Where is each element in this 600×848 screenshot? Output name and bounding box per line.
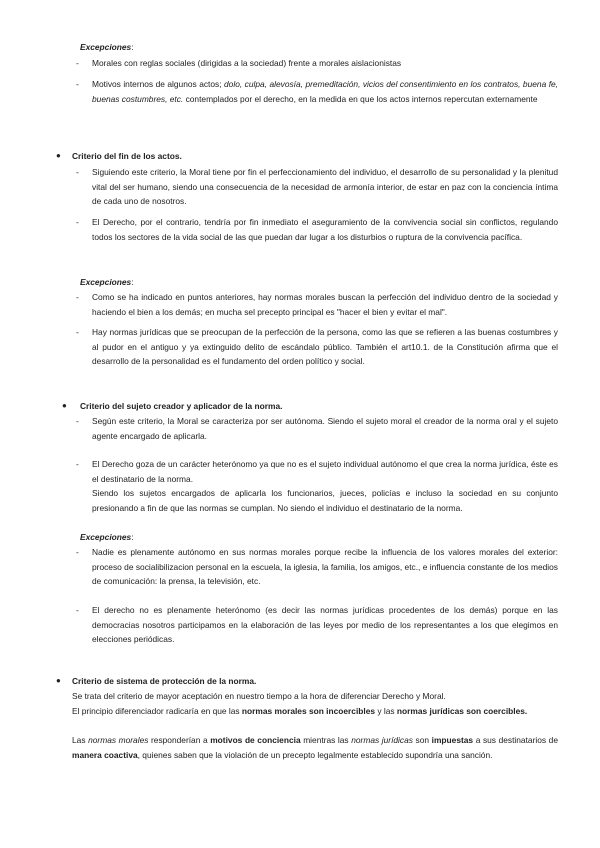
exception-item: Morales con reglas sociales (dirigidas a la sociedad) frente a morales aislacionistas	[92, 58, 402, 68]
section-paragraph: El principio diferenciador radicaría en que las normas morales son incoercibles y las normas jurídicas son coercibles.	[72, 706, 528, 716]
criterion-item: Según este criterio, la Moral se caracteriza por ser autónoma. Siendo el sujeto moral el creador de la norma oral y el sujeto agente encargado de aplicarla.	[92, 416, 558, 441]
dash-marker: -	[76, 58, 79, 68]
section-heading-fin: Criterio del fin de los actos.	[72, 151, 182, 161]
dash-marker: -	[76, 459, 79, 469]
dash-marker: -	[76, 217, 79, 227]
section-heading-proteccion: Criterio de sistema de protección de la norma.	[72, 676, 257, 686]
exception-item: Hay normas jurídicas que se preocupan de la perfección de la persona, como las que se refieren a las buenas costumbres y al pudor en el antiguo y ya extinguido delito de escándalo público. También el art10.1. de la Constitución afirma que el desarrollo de la personalidad es el fundamento del orden político y social.	[92, 327, 558, 367]
dash-marker: -	[76, 167, 79, 177]
exceptions-label: Excepciones:	[80, 532, 134, 542]
section-paragraph: Las normas morales responderían a motivos de conciencia mientras las normas jurídicas son impuestas a sus destinatarios de manera coactiva, quienes saben que la violación de un precepto legalmente establecido supondría una sanción.	[72, 735, 558, 760]
dash-marker: -	[76, 547, 79, 557]
exceptions-label: Excepciones:	[80, 277, 134, 287]
exception-item: Nadie es plenamente autónomo en sus normas morales porque recibe la influencia de los valores morales del exterior: proceso de socialibilizacion personal en la escuela, la iglesia, la familia, los amigos, etc., e influencia constante de los medios de comunicación: la prensa, la televisión, etc.	[92, 547, 558, 587]
section-heading-sujeto: Criterio del sujeto creador y aplicador de la norma.	[80, 401, 283, 411]
exception-item: El derecho no es plenamente heterónomo (es decir las normas jurídicas procedentes de los demás) porque en las democracias nosotros participamos en la elaboración de las leyes por medio de los representantes a los que elegimos en elecciones periódicas.	[92, 605, 558, 645]
bullet-marker: ●	[56, 151, 61, 160]
criterion-item: Siguiendo este criterio, la Moral tiene por fin el perfeccionamiento del individuo, el desarrollo de su personalidad y la plenitud vital del ser humano, siendo una consecuencia de la necesidad de armonía interior, de estar en paz con la conciencia íntima de cada uno de nosotros.	[92, 167, 558, 207]
dash-marker: -	[76, 79, 79, 89]
exception-item: Como se ha indicado en puntos anteriores, hay normas morales buscan la perfección del individuo dentro de la sociedad y haciendo el bien a los demás; en mucha sel precepto principal es "hacer el bien y evitar el mal".	[92, 292, 558, 317]
criterion-item: El Derecho goza de un carácter heterónomo ya que no es el sujeto individual autónomo el que crea la norma jurídica, éste es el destinatario de la norma.	[92, 459, 558, 484]
exceptions-label: Excepciones:	[80, 42, 134, 52]
dash-marker: -	[76, 327, 79, 337]
dash-marker: -	[76, 416, 79, 426]
bullet-marker: ●	[56, 676, 61, 685]
bullet-marker: ●	[62, 401, 67, 410]
section-paragraph: Se trata del criterio de mayor aceptación en nuestro tiempo a la hora de diferenciar Derecho y Moral.	[72, 691, 446, 701]
criterion-item: El Derecho, por el contrario, tendría por fin inmediato el aseguramiento de la convivencia social sin conflictos, regulando todos los sectores de la vida social de las que puedan dar lugar a los disturbios o ruptura de la convivencia pacífica.	[92, 217, 558, 242]
criterion-item-continued: Siendo los sujetos encargados de aplicarla los funcionarios, jueces, policías e incluso la sociedad en su conjunto presionando a fin de que las normas se cumplan. No siendo el individuo el destinatario de la norma.	[92, 488, 558, 513]
dash-marker: -	[76, 605, 79, 615]
dash-marker: -	[76, 292, 79, 302]
exception-item: Motivos internos de algunos actos; dolo, culpa, alevosía, premeditación, vicios del consentimiento en los contratos, buena fe, buenas costumbres, etc. contemplados por el derecho, en la medida en que los actos internos repercutan externamente	[92, 79, 559, 104]
